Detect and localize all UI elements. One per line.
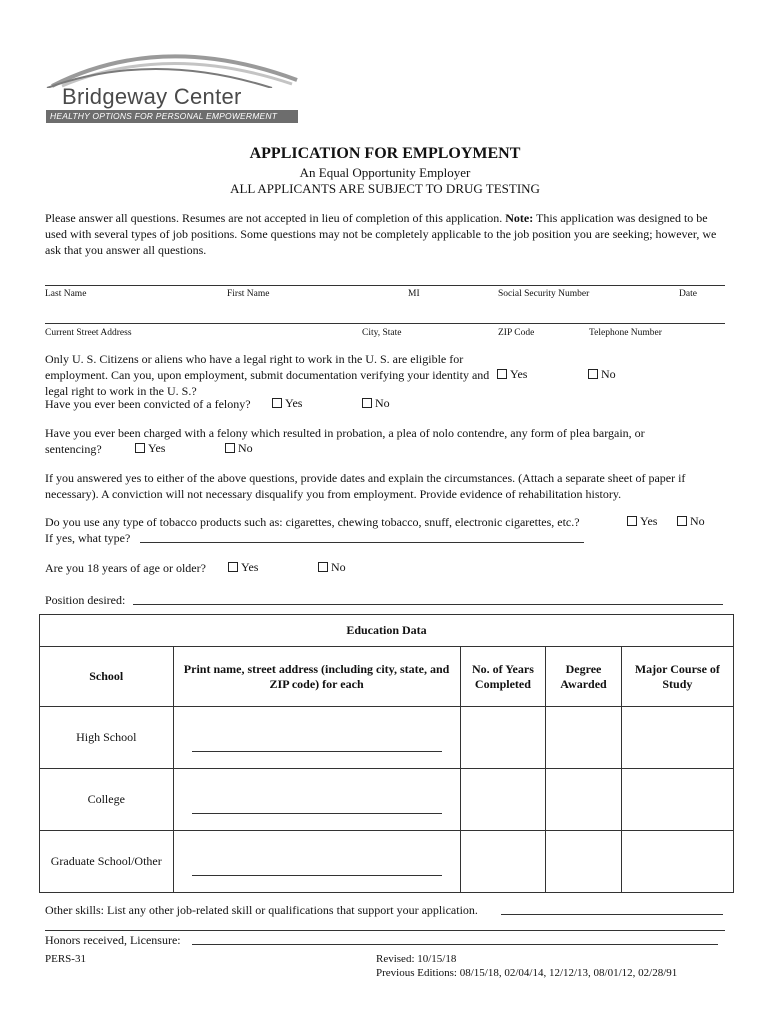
age-yes-label: Yes bbox=[241, 560, 259, 574]
form-id: PERS-31 bbox=[45, 953, 86, 965]
checkbox-icon[interactable] bbox=[225, 443, 235, 453]
tobacco-type-question: If yes, what type? bbox=[45, 531, 131, 545]
intro-note-label: Note: bbox=[505, 211, 534, 225]
intro-text-before: Please answer all questions. Resumes are not accepted in lieu of completion of this application. bbox=[45, 211, 506, 225]
logo-tagline: HEALTHY OPTIONS FOR PERSONAL EMPOWERMENT bbox=[46, 110, 298, 123]
row-label-graduate: Graduate School/Other bbox=[40, 831, 174, 893]
zip-label: ZIP Code bbox=[498, 328, 535, 338]
col-header-years: No. of Years Completed bbox=[460, 647, 546, 707]
checkbox-icon[interactable] bbox=[362, 398, 372, 408]
checkbox-icon[interactable] bbox=[135, 443, 145, 453]
tobacco-no-option[interactable] bbox=[677, 514, 705, 529]
high-school-address-cell[interactable] bbox=[173, 707, 460, 769]
page-title: APPLICATION FOR EMPLOYMENT bbox=[249, 145, 521, 162]
tobacco-type-field[interactable] bbox=[140, 542, 584, 543]
college-major-cell[interactable] bbox=[621, 769, 733, 831]
address-label: Current Street Address bbox=[45, 328, 132, 338]
high-school-major-cell[interactable] bbox=[621, 707, 733, 769]
checkbox-icon[interactable] bbox=[627, 516, 637, 526]
citizen-yes-label: Yes bbox=[510, 367, 528, 381]
position-field[interactable] bbox=[133, 604, 723, 605]
felony-no-label: No bbox=[375, 396, 390, 410]
checkbox-icon[interactable] bbox=[588, 369, 598, 379]
charged-yes-label: Yes bbox=[148, 441, 166, 455]
position-label: Position desired: bbox=[45, 593, 126, 607]
previous-editions: Previous Editions: 08/15/18, 02/04/14, 12/12/13, 08/01/12, 02/28/91 bbox=[376, 967, 678, 979]
felony-question: Have you ever been convicted of a felony? bbox=[45, 397, 251, 411]
col-header-school: School bbox=[40, 647, 174, 707]
graduate-major-cell[interactable] bbox=[621, 831, 733, 893]
revised-date: Revised: 10/15/18 bbox=[376, 953, 457, 965]
felony-yes-option[interactable] bbox=[272, 396, 302, 411]
skills-field-line2[interactable] bbox=[45, 930, 725, 931]
charged-no-label: No bbox=[238, 441, 253, 455]
date-label: Date bbox=[679, 289, 697, 299]
age-question: Are you 18 years of age or older? bbox=[45, 561, 206, 575]
ssn-label: Social Security Number bbox=[498, 289, 590, 299]
citizen-no-option[interactable] bbox=[588, 367, 616, 382]
first-name-label: First Name bbox=[227, 289, 270, 299]
honors-label: Honors received, Licensure: bbox=[45, 933, 181, 947]
col-header-major: Major Course of Study bbox=[621, 647, 733, 707]
citizen-yes-option[interactable] bbox=[497, 367, 527, 382]
name-row-line[interactable] bbox=[45, 285, 725, 286]
table-row bbox=[40, 831, 734, 893]
logo-arc-icon bbox=[42, 38, 302, 88]
checkbox-icon[interactable] bbox=[497, 369, 507, 379]
tobacco-question: Do you use any type of tobacco products such as: cigarettes, chewing tobacco, snuff, electronic cigarettes, etc.? bbox=[45, 515, 580, 529]
age-no-option[interactable] bbox=[318, 560, 346, 575]
charged-question: Have you ever been charged with a felony which resulted in probation, a plea of nolo contendre, any form of plea bargain, or sentencing? bbox=[45, 426, 645, 456]
felony-no-option[interactable] bbox=[362, 396, 390, 411]
charged-yes-option[interactable] bbox=[135, 441, 165, 456]
education-table bbox=[39, 614, 734, 893]
phone-label: Telephone Number bbox=[589, 328, 662, 338]
graduate-degree-cell[interactable] bbox=[546, 831, 622, 893]
checkbox-icon[interactable] bbox=[228, 562, 238, 572]
age-yes-option[interactable] bbox=[228, 560, 258, 575]
page-subtitle-drug-testing: ALL APPLICANTS ARE SUBJECT TO DRUG TESTING bbox=[230, 181, 540, 196]
charged-no-option[interactable] bbox=[225, 441, 253, 456]
tobacco-yes-option[interactable] bbox=[627, 514, 657, 529]
tobacco-yes-label: Yes bbox=[640, 514, 658, 528]
table-row bbox=[40, 769, 734, 831]
intro-text-after: This application was designed to be used with several types of job positions. Some questions may not be completely applicable to the job position you are seeking; however, we ask that you answer all questions. bbox=[45, 211, 717, 257]
college-years-cell[interactable] bbox=[460, 769, 546, 831]
intro-paragraph bbox=[45, 210, 730, 258]
college-degree-cell[interactable] bbox=[546, 769, 622, 831]
logo-name: Bridgeway Center bbox=[62, 84, 242, 109]
table-row bbox=[40, 707, 734, 769]
high-school-degree-cell[interactable] bbox=[546, 707, 622, 769]
checkbox-icon[interactable] bbox=[272, 398, 282, 408]
graduate-address-cell[interactable] bbox=[173, 831, 460, 893]
last-name-label: Last Name bbox=[45, 289, 87, 299]
high-school-years-cell[interactable] bbox=[460, 707, 546, 769]
citizen-no-label: No bbox=[601, 367, 616, 381]
skills-field[interactable] bbox=[501, 914, 723, 915]
checkbox-icon[interactable] bbox=[318, 562, 328, 572]
honors-field[interactable] bbox=[192, 944, 718, 945]
education-title: Education Data bbox=[40, 615, 734, 647]
col-header-degree: Degree Awarded bbox=[546, 647, 622, 707]
checkbox-icon[interactable] bbox=[677, 516, 687, 526]
col-header-address: Print name, street address (including city, state, and ZIP code) for each bbox=[173, 647, 460, 707]
felony-yes-label: Yes bbox=[285, 396, 303, 410]
tobacco-no-label: No bbox=[690, 514, 705, 528]
page-subtitle-eoe: An Equal Opportunity Employer bbox=[299, 165, 471, 180]
row-label-college: College bbox=[40, 769, 174, 831]
city-state-label: City, State bbox=[362, 328, 402, 338]
college-address-cell[interactable] bbox=[173, 769, 460, 831]
explain-paragraph: If you answered yes to either of the above questions, provide dates and explain the circumstances. (Attach a separate sheet of paper if necessary). A conviction will not necessary disqualify you from employment. Provide evidence of rehabilitation history. bbox=[45, 471, 686, 501]
citizen-question: Only U. S. Citizens or aliens who have a legal right to work in the U. S. are eligible for employment. Can you, upon employment, submit documentation verifying your identity and legal right to work in the U. S.? bbox=[45, 352, 490, 398]
row-label-high-school: High School bbox=[40, 707, 174, 769]
address-row-line[interactable] bbox=[45, 323, 725, 324]
mi-label: MI bbox=[408, 289, 420, 299]
graduate-years-cell[interactable] bbox=[460, 831, 546, 893]
age-no-label: No bbox=[331, 560, 346, 574]
skills-label: Other skills: List any other job-related skill or qualifications that support your application. bbox=[45, 903, 478, 917]
